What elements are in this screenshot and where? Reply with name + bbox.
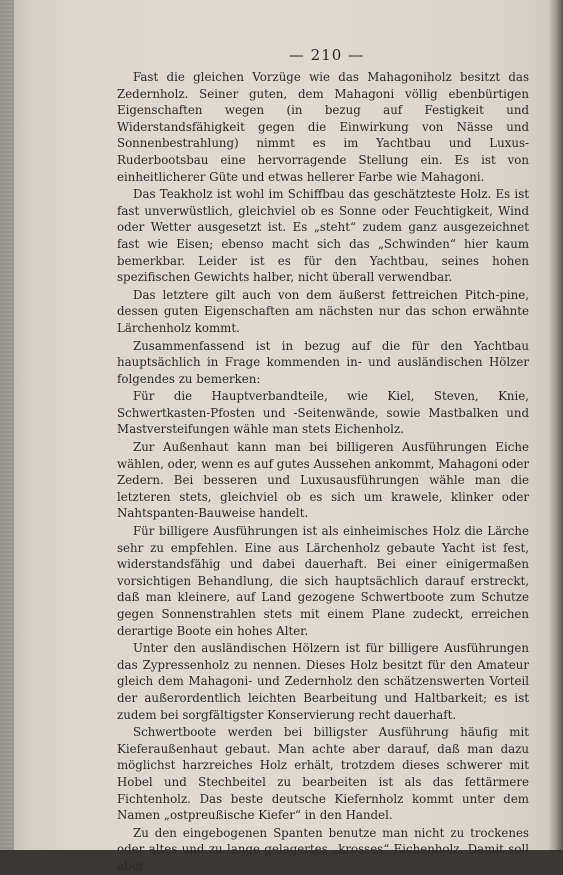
paragraph-aussenhaut: Zur Außenhaut kann man bei billigeren Ausführungen Eiche wählen, oder, wenn es auf gutes Aussehen ankommt, Mahagoni oder Zedern. Bei besseren und Luxusausführungen wähle man die letzteren stets, gleichviel ob es sich um krawele, klinker oder Nahtspanten-Bauweise handelt.	[117, 440, 529, 521]
paragraph-teakholz: Das Teakholz ist wohl im Schiffbau das geschätzteste Holz. Es ist fast unverwüstlich, gleichviel ob es Sonne oder Feuchtigkeit, Wind oder Wetter ausgesetzt ist. Es „steht“ zudem ganz ausgezeichnet fast wie Eisen; ebenso macht sich das „Schwinden“ hier kaum bemerkbar. Leider ist es für den Yachtbau, seines hohen spezifischen Gewichts halber, nicht überall verwendbar.	[117, 187, 529, 285]
paragraph-schwertboote: Schwertboote werden bei billigster Ausführung häufig mit Kieferaußenhaut gebaut. Man achte aber darauf, daß man dazu möglichst harzreiches Holz erhält, trotzdem dieses schwerer mit Hobel und Stechbeitel zu bearbeiten ist als das fettärmere Fichtenholz. Das beste deutsche Kiefernholz kommt unter dem Namen „ostpreußische Kiefer“ in den Handel.	[117, 725, 529, 823]
paragraph-hauptverbandteile: Für die Hauptverbandteile, wie Kiel, Steven, Knie, Schwertkasten-Pfosten und -Seitenwände, sowie Mastbalken und Mastversteifungen wähle man stets Eichenholz.	[117, 389, 529, 437]
paragraph-spanten: Zu den eingebogenen Spanten benutze man nicht zu trockenes oder altes und zu lange gelagertes „krosses“ Eichenholz. Damit soll aber	[117, 825, 529, 873]
paragraph-laerche: Für billigere Ausführungen ist als einheimisches Holz die Lärche sehr zu empfehlen. Eine aus Lärchenholz gebaute Yacht ist fest, widerstandsfähig und dabei dauerhaft. Bei einer einigermaßen vorsichtigen Behandlung, die sich hauptsächlich darauf erstreckt, daß man kleinere, auf Land gezogene Schwertboote zum Schutze gegen Sonnenstrahlen stets mit einem Plane zudeckt, erreichen derartige Boote ein hohes Alter.	[117, 524, 529, 638]
book-spine-edge	[0, 0, 14, 850]
paragraph-zedernholz: Fast die gleichen Vorzüge wie das Mahagoniholz besitzt das Zedernholz. Seiner guten, dem Mahagoni völlig ebenbürtigen Eigenschaften wegen (in bezug auf Festigkeit und Widerstandsfähigkeit gegen die Einwirkung von Nässe und Sonnenbestrahlung) nimmt es im Yachtbau und Luxus-Ruderbootsbau eine hervorragende Stellung ein. Es ist von einheitlicherer Güte und etwas hellerer Farbe wie Mahagoni.	[117, 70, 529, 184]
page-number: — 210 —	[288, 46, 365, 64]
body-text	[117, 69, 529, 875]
paragraph-zypressenholz: Unter den ausländischen Hölzern ist für billigere Ausführungen das Zypressenholz zu nennen. Dieses Holz besitzt für den Amateur gleich dem Mahagoni- und Zedernholz den schätzenswerten Vorteil der außerordentlich leichten Bearbeitung und Haltbarkeit; es ist zudem bei sorgfältigster Konservierung recht dauerhaft.	[117, 641, 529, 722]
paragraph-zusammenfassend: Zusammenfassend ist in bezug auf die für den Yachtbau hauptsächlich in Frage kommenden in- und ausländischen Hölzer folgendes zu bemerken:	[117, 338, 529, 386]
paragraph-pitch-pine: Das letztere gilt auch von dem äußerst fettreichen Pitch-pine, dessen guten Eigenschaften am nächsten nur das schon erwähnte Lärchenholz kommt.	[117, 287, 529, 335]
